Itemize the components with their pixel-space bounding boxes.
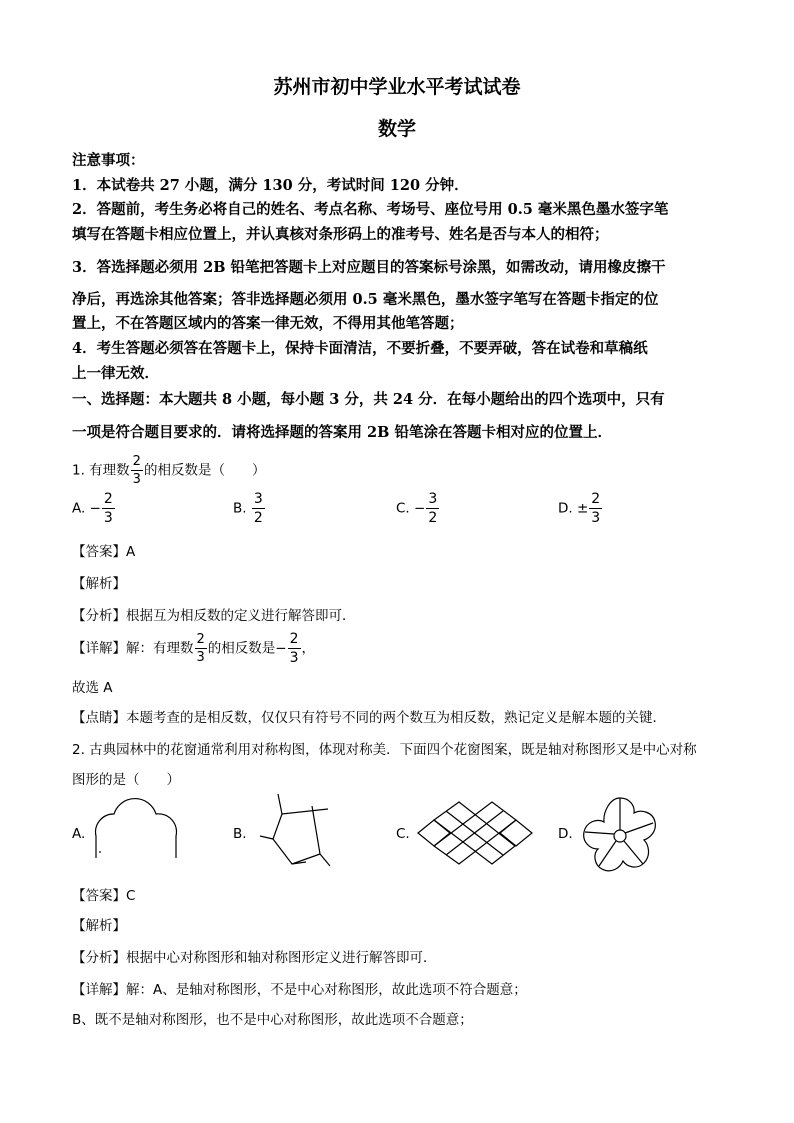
notice-item-4b: 上一律无效．: [72, 365, 159, 382]
q2-option-a-label[interactable]: A.: [72, 826, 86, 842]
option-c-fraction: [426, 492, 439, 525]
notice-item-3a: 3．答选择题必须用 2B 铅笔把答题卡上对应题目的答案标号涂黑，如需改动，请用橡皮擦干: [72, 259, 666, 276]
question-2-analysis: 【分析】根据中心对称图形和轴对称图形定义进行解答即可．: [72, 950, 437, 966]
fraction-numerator: 2: [591, 491, 601, 507]
option-c[interactable]: [396, 492, 440, 525]
question-1-detail: [72, 632, 315, 665]
notice-item-4a: 4．考生答题必须答在答题卡上，保持卡面清洁，不要折叠，不要弄破，答在试卷和草稿纸: [72, 340, 648, 357]
option-b-label: B.: [233, 500, 247, 517]
notice-item-1: 1．本试卷共 27 小题，满分 130 分，考试时间 120 分钟．: [72, 177, 469, 194]
fraction-denominator: 2: [428, 510, 438, 526]
option-d-sign: ±: [576, 500, 589, 517]
section-heading-line1: 一、选择题：本大题共 8 小题，每小题 3 分，共 24 分．在每小题给出的四个选项中，只有: [72, 391, 665, 408]
option-d[interactable]: [558, 492, 603, 525]
detail-text: 【详解】解：有理数: [72, 640, 194, 657]
question-2-answer: 【答案】C: [72, 888, 136, 904]
question-2-stem-line1: 2. 古典园林中的花窗通常利用对称构图，体现对称美．下面四个花窗图案，既是轴对称图形又是中心对称: [72, 742, 697, 758]
window-pattern-b: [248, 792, 342, 874]
detail-fraction-2: [288, 632, 301, 665]
option-a-label: A.: [72, 500, 86, 517]
question-1-stem: [72, 455, 265, 486]
fraction-denominator: 3: [289, 650, 299, 666]
detail-sign: −: [275, 640, 287, 657]
q2-option-b-label[interactable]: B.: [233, 826, 247, 842]
detail-text-mid: 的相反数是: [207, 640, 276, 657]
option-a-fraction: [102, 492, 115, 525]
option-d-label: D.: [558, 500, 573, 517]
detail-text-end: ，: [301, 640, 316, 657]
option-b-fraction: [252, 492, 265, 525]
question-1-stem-tail: 的相反数是（ ）: [143, 462, 266, 479]
notice-item-3b: 净后，再选涂其他答案；答非选择题必须用 0.5 毫米黑色，墨水签字笔写在答题卡指定的位: [72, 291, 659, 308]
fraction-denominator: 3: [132, 472, 141, 487]
question-1-stem-text: 1. 有理数: [72, 462, 130, 479]
detail-fraction-1: [195, 633, 207, 664]
notice-item-2a: 2．答题前，考生务必将自己的姓名、考点名称、考场号、座位号用 0.5 毫米黑色墨水签字笔: [72, 201, 669, 218]
fraction-denominator: 3: [103, 510, 113, 526]
question-2-analysis-heading: 【解析】: [72, 918, 126, 934]
fraction-denominator: 3: [196, 650, 205, 665]
notice-item-2b: 填写在答题卡相应位置上，并认真核对条形码上的准考号、姓名是否与本人的相符；: [72, 226, 609, 243]
q2-option-d-label[interactable]: D.: [558, 826, 573, 842]
notice-heading: 注意事项：: [72, 152, 145, 169]
option-c-label: C.: [396, 500, 410, 517]
window-pattern-c: [414, 800, 536, 870]
fraction-numerator: 3: [428, 491, 438, 507]
question-1-analysis-heading: 【解析】: [72, 576, 126, 592]
question-2-stem-line2: 图形的是（ ）: [72, 772, 180, 788]
window-pattern-d: [577, 794, 663, 880]
fraction-numerator: 2: [289, 631, 299, 647]
option-c-sign: −: [414, 500, 426, 517]
question-2-detail: 【详解】解：A、是轴对称图形，不是中心对称图形，故此选项不符合题意；: [72, 982, 527, 998]
fraction-denominator: 2: [253, 510, 263, 526]
window-pattern-a: [82, 800, 188, 870]
option-b[interactable]: [233, 492, 266, 525]
option-a-sign: −: [89, 500, 101, 517]
fraction-numerator: 2: [196, 632, 205, 647]
question-2-detail-b: B、既不是轴对称图形，也不是中心对称图形，故此选项不合题意；: [72, 1012, 473, 1028]
question-1-fraction: [131, 455, 143, 486]
exam-title: 苏州市初中学业水平考试试卷: [273, 76, 521, 98]
question-1-comment: 【点睛】本题考查的是相反数，仅仅只有符号不同的两个数互为相反数，熟记定义是解本题的关键．: [72, 710, 666, 726]
fraction-numerator: 3: [253, 491, 263, 507]
question-1-choose: 故选 A: [72, 680, 113, 696]
question-1-answer: 【答案】A: [72, 544, 136, 560]
option-d-fraction: [589, 492, 602, 525]
question-1-analysis: 【分析】根据互为相反数的定义进行解答即可．: [72, 608, 356, 624]
fraction-numerator: 2: [132, 454, 141, 469]
q2-option-c-label[interactable]: C.: [396, 826, 410, 842]
option-a[interactable]: [72, 492, 116, 525]
notice-item-3c: 置上，不在答题区域内的答案一律无效，不得用其他笔答题；: [72, 315, 464, 332]
subject-title: 数学: [377, 118, 416, 140]
fraction-numerator: 2: [103, 491, 113, 507]
fraction-denominator: 3: [591, 510, 601, 526]
section-heading-line2: 一项是符合题目要求的．请将选择题的答案用 2B 铅笔涂在答题卡相对应的位置上．: [72, 424, 612, 441]
